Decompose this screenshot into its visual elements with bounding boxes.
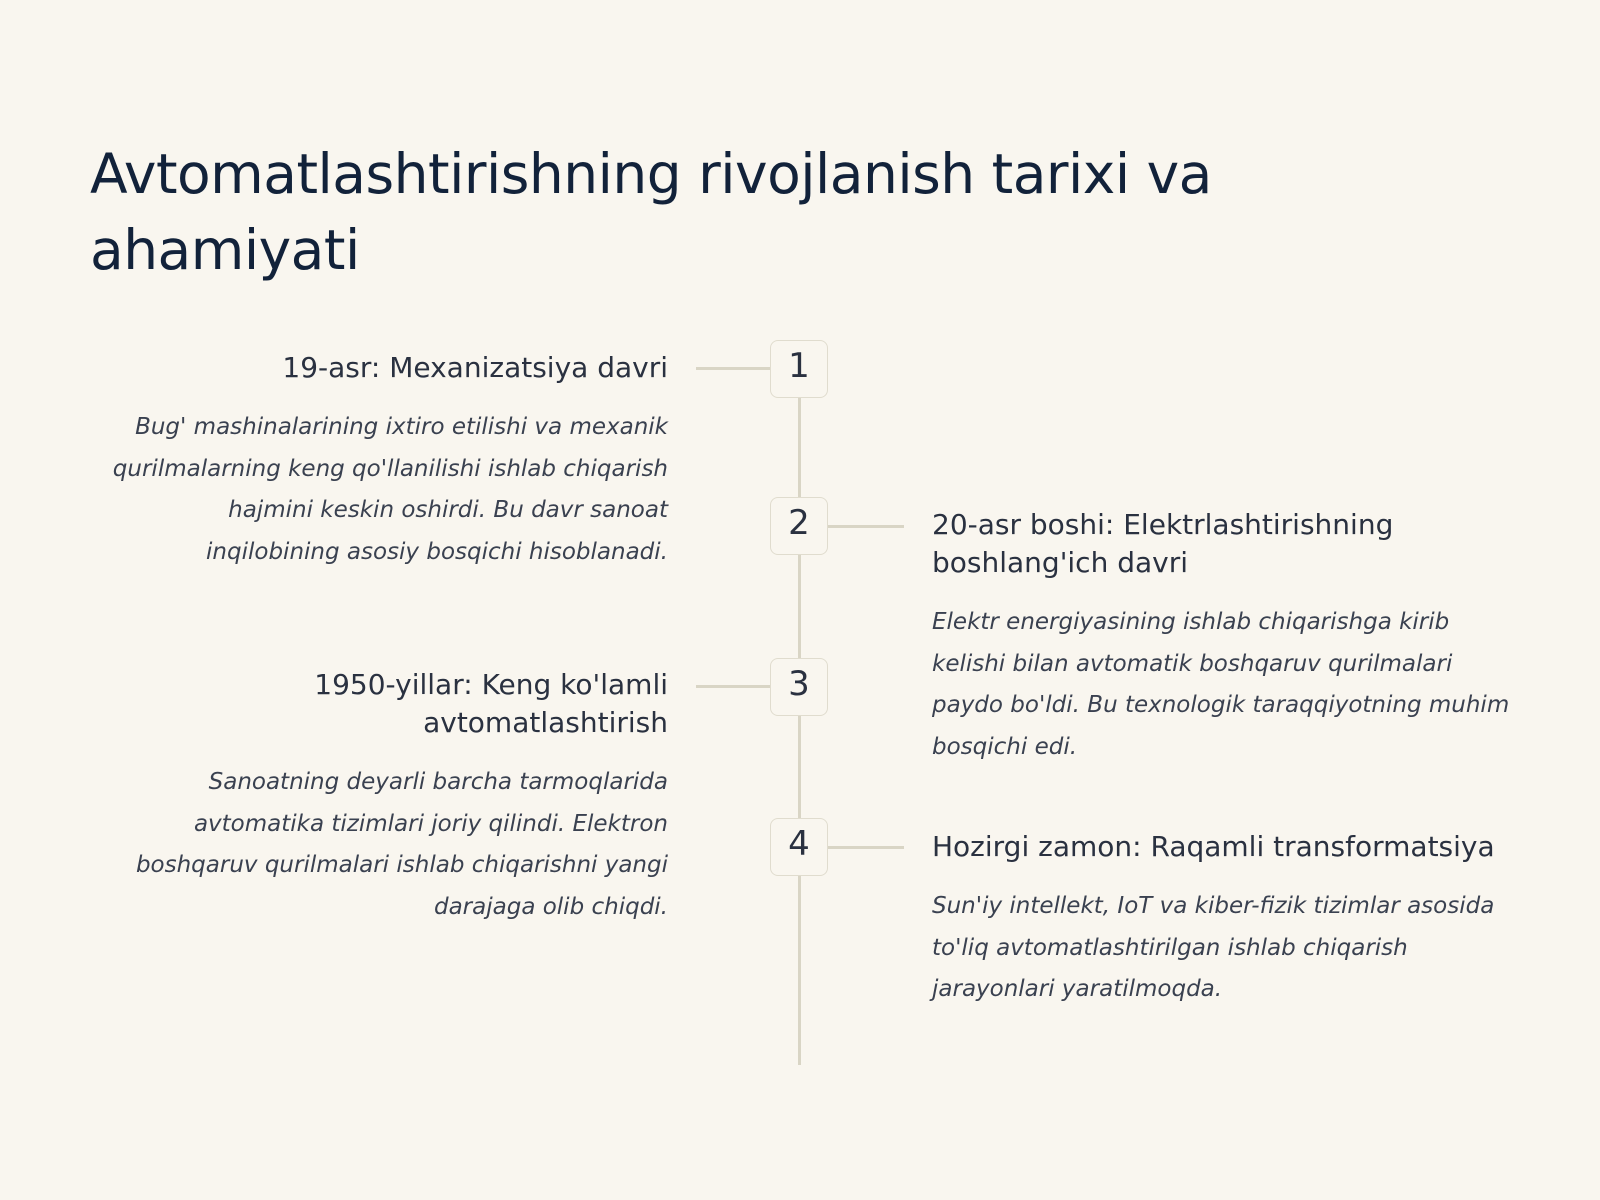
timeline-entry-title: Hozirgi zamon: Raqamli transformatsiya [932, 830, 1495, 863]
timeline-connector-1 [696, 367, 770, 370]
timeline-entry-1 [90, 349, 668, 573]
timeline-marker-4: 4 [770, 818, 828, 876]
timeline-entry-3 [90, 666, 668, 928]
timeline-connector-2 [828, 525, 904, 528]
page-title: Avtomatlashtirishning rivojlanish tarixi va ahamiyati [90, 142, 1212, 282]
timeline-entry-description: Elektr energiyasining ishlab chiqarishga kirib kelishi bilan avtomatik boshqaruv qurilmalari paydo bo'ldi. Bu texnologik taraqqiyotning muhim bosqichi edi. [932, 609, 1510, 760]
timeline-connector-3 [696, 685, 770, 688]
timeline-entry-description: Bug' mashinalarining ixtiro etilishi va mexanik qurilmalarning keng qo'llanilishi ishlab chiqarish hajmini keskin oshirdi. Bu davr sanoat inqilobining asosiy bosqichi hisoblanadi. [112, 414, 668, 565]
timeline-marker-2: 2 [770, 497, 828, 555]
timeline-marker-1: 1 [770, 340, 828, 398]
timeline-entry-2 [932, 506, 1510, 768]
timeline-entry-title: 19-asr: Mexanizatsiya davri [282, 351, 668, 384]
timeline-entry-title: 20-asr boshi: Elektrlashtirishning boshlang'ich davri [932, 508, 1394, 579]
timeline-entry-description: Sun'iy intellekt, IoT va kiber-fizik tizimlar asosida to'liq avtomatlashtirilgan ishlab chiqarish jarayonlari yaratilmoqda. [932, 893, 1495, 1002]
timeline-entry-title: 1950-yillar: Keng ko'lamli avtomatlashtirish [314, 668, 668, 739]
timeline-marker-3: 3 [770, 658, 828, 716]
timeline-connector-4 [828, 846, 904, 849]
timeline-entry-description: Sanoatning deyarli barcha tarmoqlarida avtomatika tizimlari joriy qilindi. Elektron boshqaruv qurilmalari ishlab chiqarishni yangi darajaga olib chiqdi. [135, 769, 668, 920]
timeline-entry-4 [932, 828, 1510, 1011]
